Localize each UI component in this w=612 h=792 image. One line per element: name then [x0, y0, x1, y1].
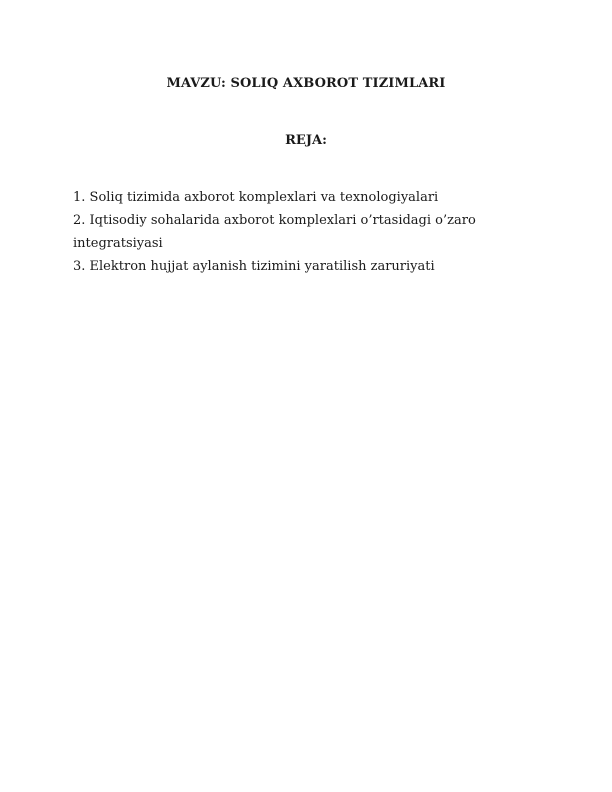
plan-list	[73, 186, 513, 278]
plan-item: 2. Iqtisodiy sohalarida axborot komplexlari o’rtasidagi o’zaro integratsiyasi	[73, 213, 476, 251]
document-title: MAVZU: SOLIQ AXBOROT TIZIMLARI	[166, 76, 446, 91]
plan-heading: REJA:	[285, 133, 327, 148]
plan-item: 3. Elektron hujjat aylanish tizimini yaratilish zaruriyati	[73, 259, 435, 274]
plan-item: 1. Soliq tizimida axborot komplexlari va texnologiyalari	[73, 190, 439, 205]
